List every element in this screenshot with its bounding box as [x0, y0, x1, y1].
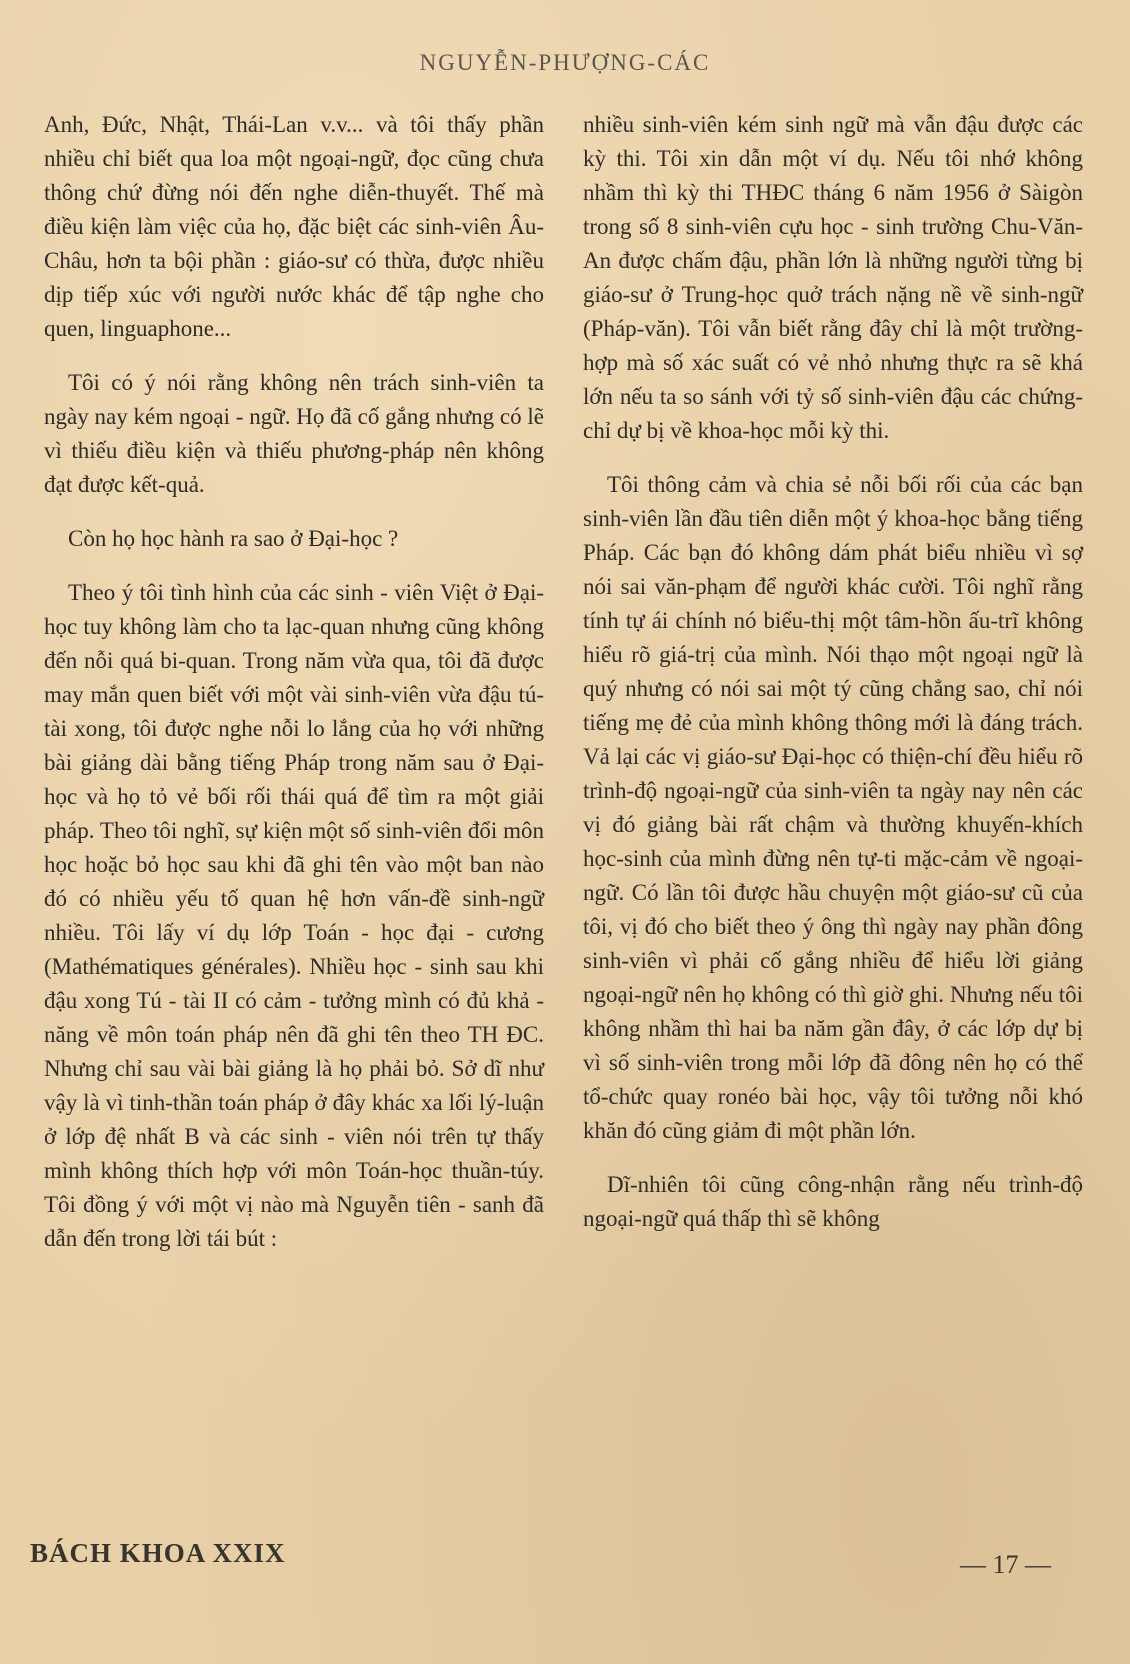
page-number: — 17 —	[960, 1550, 1051, 1579]
paragraph: Anh, Đức, Nhật, Thái-Lan v.v... và tôi thấy phần nhiều chỉ biết qua loa một ngoại-ngữ, đọc cũng chưa thông chứ đừng nói đến nghe diễn-thuyết. Thế mà điều kiện làm việc của họ, đặc biệt các sinh-viên Âu-Châu, hơn ta bội phần : giáo-sư có thừa, được nhiều dịp tiếp xúc với người nước khác để tập nghe cho quen, linguaphone...	[44, 112, 544, 341]
paragraph: Tôi thông cảm và chia sẻ nỗi bối rối của các bạn sinh-viên lần đầu tiên diễn một ý khoa-học bằng tiếng Pháp. Các bạn đó không dám phát biểu nhiều vì sợ nói sai văn-phạm để người khác cười. Tôi nghĩ rằng tính tự ái chính nó biểu-thị một tâm-hồn ấu-trĩ không hiểu rõ giá-trị của mình. Nói thạo một ngoại ngữ là quý nhưng có nói sai một tý cũng chẳng sao, chỉ nói tiếng mẹ đẻ của mình không thông mới là đáng trách. Vả lại các vị giáo-sư Đại-học có thiện-chí đều hiểu rõ trình-độ ngoại-ngữ của sinh-viên ta ngày nay nên các vị đó giảng bài rất chậm và thường khuyến-khích học-sinh của mình đừng nên tự-ti mặc-cảm về ngoại-ngữ. Có lần tôi được hầu chuyện một giáo-sư cũ của tôi, vị đó cho biết theo ý ông thì ngày nay phần đông sinh-viên vì phải cố gắng nhiều để hiểu lời giảng ngoại-ngữ nên họ không có thì giờ ghi. Nhưng nếu tôi không nhầm thì hai ba năm gần đây, ở các lớp dự bị vì số sinh-viên trong mỗi lớp đã đông nên họ có thể tổ-chức quay ronéo bài học, vậy tôi tưởng nỗi khó khăn đó cũng giảm đi một phần lớn.	[583, 472, 1083, 1143]
left-column	[44, 108, 544, 1256]
paragraph: Còn họ học hành ra sao ở Đại-học ?	[68, 526, 399, 551]
running-header: NGUYỄN-PHƯỢNG-CÁC	[419, 50, 711, 75]
right-column	[583, 108, 1083, 1236]
paragraph: Theo ý tôi tình hình của các sinh - viên Việt ở Đại-học tuy không làm cho ta lạc-quan nhưng cũng không đến nỗi quá bi-quan. Trong năm vừa qua, tôi đã được may mắn quen biết với một vài sinh-viên vừa đậu tú-tài xong, tôi được nghe nỗi lo lắng của họ với những bài giảng dài bằng tiếng Pháp trong năm sau ở Đại-học và họ tỏ vẻ bối rối thái quá để tìm ra một giải pháp. Theo tôi nghĩ, sự kiện một số sinh-viên đổi môn học hoặc bỏ học sau khi đã ghi tên vào một ban nào đó có nhiều yếu tố quan hệ hơn vấn-đề sinh-ngữ nhiều. Tôi lấy ví dụ lớp Toán - học đại - cương (Mathématiques générales). Nhiều học - sinh sau khi đậu xong Tú - tài II có cảm - tưởng mình có đủ khả - năng về môn toán pháp nên đã ghi tên theo TH ĐC. Nhưng chỉ sau vài bài giảng là họ phải bỏ. Sở dĩ như vậy là vì tinh-thần toán pháp ở đây khác xa lối lý-luận ở lớp đệ nhất B và các sinh - viên nói trên tự thấy mình không thích hợp với môn Toán-học thuần-túy. Tôi đồng ý với một vị nào mà Nguyễn tiên - sanh đã dẫn đến trong lời tái bút :	[44, 580, 544, 1251]
paragraph: Tôi có ý nói rằng không nên trách sinh-viên ta ngày nay kém ngoại - ngữ. Họ đã cố gắng nhưng có lẽ vì thiếu điều kiện và thiếu phương-pháp nên không đạt được kết-quả.	[44, 370, 544, 497]
paragraph: nhiều sinh-viên kém sinh ngữ mà vẫn đậu được các kỳ thi. Tôi xin dẫn một ví dụ. Nếu tôi nhớ không nhầm thì kỳ thi THĐC tháng 6 năm 1956 ở Sàigòn trong số 8 sinh-viên cựu học - sinh trường Chu-Văn-An được chấm đậu, phần lớn là những người từng bị giáo-sư ở Trung-học quở trách nặng nề về sinh-ngữ (Pháp-văn). Tôi vẫn biết rằng đây chỉ là một trường-hợp mà số xác suất có vẻ nhỏ nhưng thực ra sẽ khá lớn nếu ta so sánh với tỷ số sinh-viên đậu các chứng-chỉ dự bị về khoa-học mỗi kỳ thi.	[583, 112, 1083, 443]
paragraph: Dĩ-nhiên tôi cũng công-nhận rằng nếu trình-độ ngoại-ngữ quá thấp thì sẽ không	[583, 1172, 1083, 1231]
publication-name: BÁCH KHOA XXIX	[30, 1538, 286, 1568]
